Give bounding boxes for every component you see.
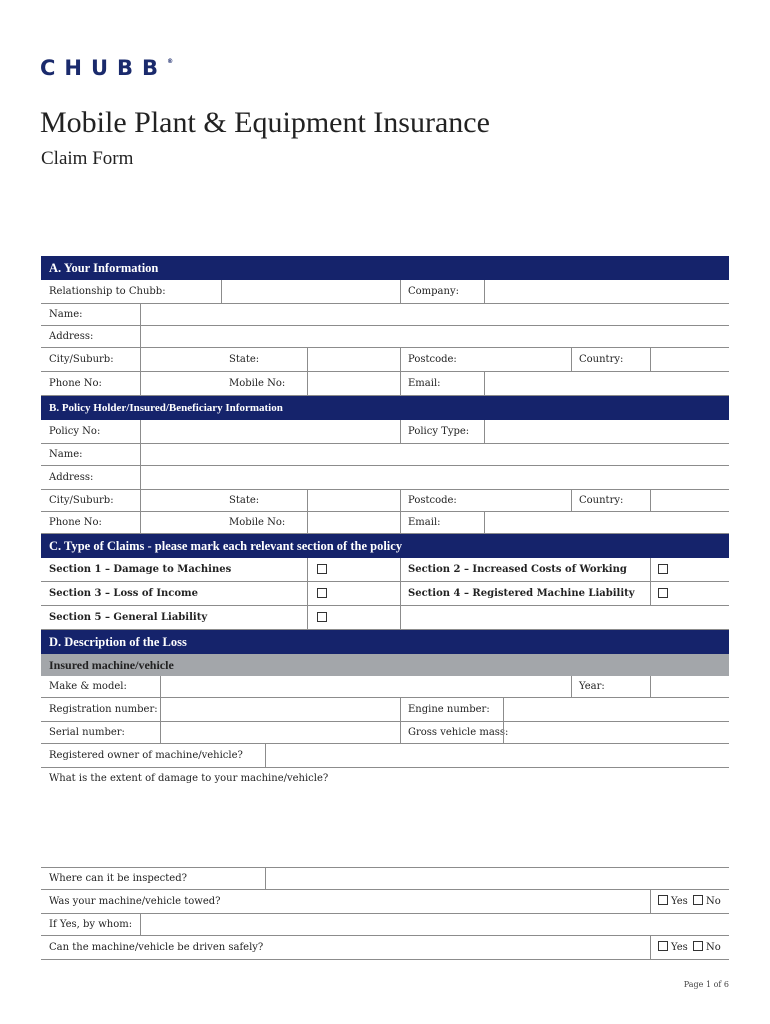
email-label: Email: — [408, 378, 441, 389]
row-make-year — [41, 676, 729, 698]
engine-label: Engine number: — [408, 704, 490, 715]
section-5-checkbox[interactable] — [317, 612, 327, 622]
phone-label: Phone No: — [49, 517, 102, 528]
section-2-label: Section 2 – Increased Costs of Working — [408, 564, 627, 575]
company-label: Company: — [408, 286, 459, 297]
damage-label: What is the extent of damage to your machine/vehicle? — [49, 773, 329, 784]
section-a-heading: A. Your Information — [41, 256, 729, 280]
row-name-b — [41, 444, 729, 466]
section-c-heading: C. Type of Claims - please mark each relevant section of the policy — [41, 534, 729, 558]
row-location-b — [41, 490, 729, 512]
year-label: Year: — [579, 681, 605, 692]
registration-label: Registration number: — [49, 704, 158, 715]
address-label: Address: — [49, 331, 94, 342]
section-3-checkbox[interactable] — [317, 588, 327, 598]
country-label: Country: — [579, 495, 624, 506]
row-towed — [41, 890, 729, 914]
owner-label: Registered owner of machine/vehicle? — [49, 750, 243, 761]
claim-form — [41, 256, 729, 960]
row-address-b — [41, 466, 729, 490]
yes-label: Yes — [671, 896, 688, 907]
brand-name: CHUBB — [40, 56, 168, 80]
driven-label: Can the machine/vehicle be driven safely? — [49, 942, 264, 953]
row-by-whom — [41, 914, 729, 936]
mobile-label: Mobile No: — [229, 517, 286, 528]
page-number: Page 1 of 6 — [683, 980, 729, 989]
name-label: Name: — [49, 449, 83, 460]
no-label: No — [706, 896, 721, 907]
postcode-label: Postcode: — [408, 354, 457, 365]
row-claims-1-2 — [41, 558, 729, 582]
by-whom-label: If Yes, by whom: — [49, 919, 133, 930]
section-5-label: Section 5 – General Liability — [49, 612, 208, 623]
towed-yes-option[interactable] — [658, 890, 688, 914]
row-registration-engine — [41, 698, 729, 722]
driven-no-option[interactable] — [693, 936, 721, 960]
section-b-heading: B. Policy Holder/Insured/Beneficiary Information — [41, 396, 729, 420]
policy-no-label: Policy No: — [49, 426, 101, 437]
row-inspect — [41, 868, 729, 890]
row-location-a — [41, 348, 729, 372]
state-label: State: — [229, 495, 260, 506]
towed-no-option[interactable] — [693, 890, 721, 914]
towed-no-checkbox[interactable] — [693, 895, 703, 905]
towed-label: Was your machine/vehicle towed? — [49, 896, 221, 907]
mobile-label: Mobile No: — [229, 378, 286, 389]
serial-label: Serial number: — [49, 727, 125, 738]
document-title: Mobile Plant & Equipment Insurance — [40, 106, 490, 139]
address-label: Address: — [49, 472, 94, 483]
section-3-label: Section 3 – Loss of Income — [49, 588, 198, 599]
row-claims-5 — [41, 606, 729, 630]
chubb-logo — [40, 56, 173, 80]
country-label: Country: — [579, 354, 624, 365]
driven-no-checkbox[interactable] — [693, 941, 703, 951]
row-driven — [41, 936, 729, 960]
section-1-checkbox[interactable] — [317, 564, 327, 574]
row-name-a — [41, 304, 729, 326]
section-4-checkbox[interactable] — [658, 588, 668, 598]
relationship-label: Relationship to Chubb: — [49, 286, 166, 297]
row-policy — [41, 420, 729, 444]
insured-machine-subheading: Insured machine/vehicle — [41, 654, 729, 676]
towed-yes-checkbox[interactable] — [658, 895, 668, 905]
city-label: City/Suburb: — [49, 495, 114, 506]
phone-label: Phone No: — [49, 378, 102, 389]
row-contact-a — [41, 372, 729, 396]
row-relationship-company — [41, 280, 729, 304]
policy-type-label: Policy Type: — [408, 426, 470, 437]
yes-label: Yes — [671, 942, 688, 953]
driven-yes-checkbox[interactable] — [658, 941, 668, 951]
brand-registered-mark: ® — [167, 58, 174, 65]
row-claims-3-4 — [41, 582, 729, 606]
section-2-checkbox[interactable] — [658, 564, 668, 574]
row-owner — [41, 744, 729, 768]
row-serial-gvm — [41, 722, 729, 744]
email-label: Email: — [408, 517, 441, 528]
inspect-label: Where can it be inspected? — [49, 873, 187, 884]
state-label: State: — [229, 354, 260, 365]
gvm-label: Gross vehicle mass: — [408, 727, 509, 738]
row-address-a — [41, 326, 729, 348]
row-damage — [41, 768, 729, 868]
no-label: No — [706, 942, 721, 953]
postcode-label: Postcode: — [408, 495, 457, 506]
driven-yes-option[interactable] — [658, 936, 688, 960]
city-label: City/Suburb: — [49, 354, 114, 365]
name-label: Name: — [49, 309, 83, 320]
section-1-label: Section 1 – Damage to Machines — [49, 564, 232, 575]
section-d-heading: D. Description of the Loss — [41, 630, 729, 654]
row-contact-b — [41, 512, 729, 534]
make-model-label: Make & model: — [49, 681, 127, 692]
section-4-label: Section 4 – Registered Machine Liability — [408, 588, 635, 599]
document-subtitle: Claim Form — [41, 148, 134, 169]
